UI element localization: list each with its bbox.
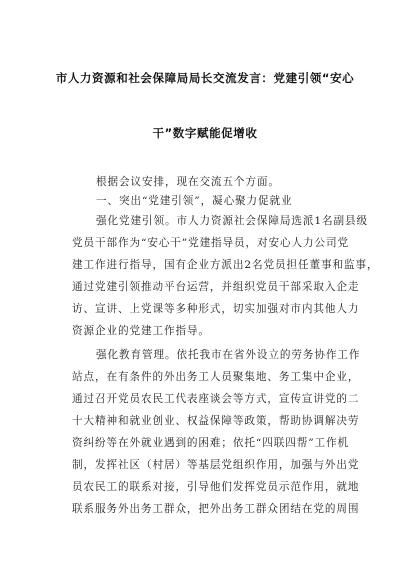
paragraph-line: 通过党建引领推动平台运营，并组织党员干部采取入企走 xyxy=(72,281,360,293)
paragraph-line: 制，发挥社区（村居）等基层党组织作用，加强与外出党 xyxy=(72,459,360,471)
paragraph-line: 党员干部作为“安心干”党建指导员，对安心人力公司党 xyxy=(72,237,349,249)
paragraph-line: 站点，在有条件的外出务工人员聚集地、务工集中企业， xyxy=(72,371,360,383)
paragraph-line: 资纠纷等在外就业遇到的困难；依托“四联四帮”工作机 xyxy=(72,437,349,449)
paragraph-line: 十大精神和就业创业、权益保障等政策，帮助协调解决劳 xyxy=(72,415,360,427)
paragraph-line: 强化党建引领。市人力资源社会保障局选派1名副县级 xyxy=(96,215,368,227)
section-heading: 一、突出“党建引领”，凝心聚力促就业 xyxy=(96,195,293,207)
document-title-line-2: 干”数字赋能促增收 xyxy=(152,126,258,140)
paragraph-line: 建工作进行指导，国有企业方派出2名党员担任董事和监事， xyxy=(72,259,379,271)
paragraph-line: 通过召开党员农民工代表座谈会等方式，宣传宣讲党的二 xyxy=(72,393,360,405)
document-title-line-1: 市人力资源和社会保障局局长交流发言：党建引领“安心 xyxy=(55,71,355,85)
paragraph-line: 员农民工的联系对接，引导他们发挥党员示范作用，就地 xyxy=(72,481,360,493)
intro-paragraph: 根据会议安排，现在交流五个方面。 xyxy=(96,176,280,188)
paragraph-line: 强化教育管理。依托我市在省外设立的劳务协作工作 xyxy=(96,349,361,361)
paragraph-line: 联系服务外出务工群众，把外出务工群众团结在党的周围 xyxy=(72,503,360,515)
paragraph-line: 访、宣讲、上党课等多种形式，切实加强对市内其他人力 xyxy=(72,303,360,315)
paragraph-line: 资源企业的党建工作指导。 xyxy=(72,325,210,337)
